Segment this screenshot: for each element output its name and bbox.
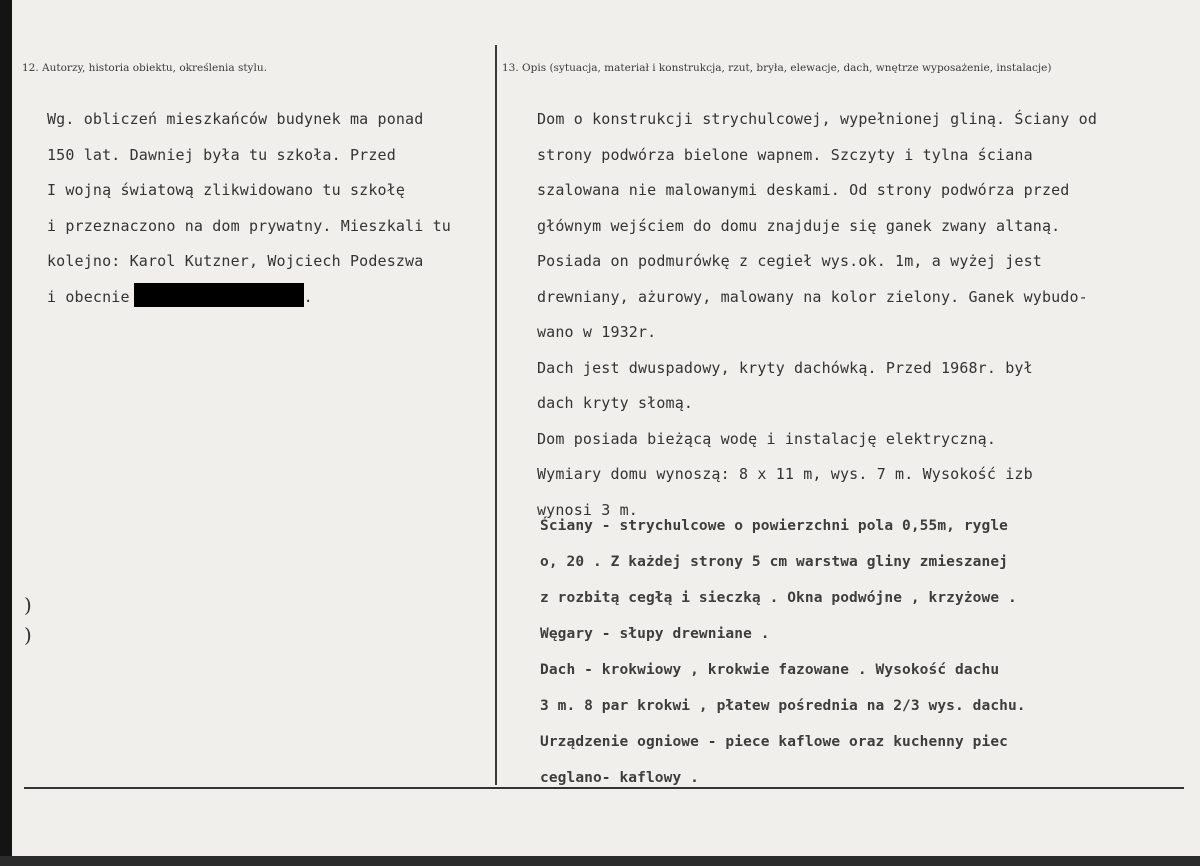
description-line: Wymiary domu wynoszą: 8 x 11 m, wys. 7 m. Wysokość izb xyxy=(537,465,1033,483)
description-line: szalowana nie malowanymi deskami. Od strony podwórza przed xyxy=(537,181,1070,199)
history-line: 150 lat. Dawniej była tu szkoła. Przed xyxy=(47,145,396,164)
section-13-header: 13. Opis (sytuacja, materiał i konstrukcja, rzut, bryła, elewacje, dach, wnętrze wyposażenie, instalacje) xyxy=(502,62,1052,74)
description-line: drewniany, ażurowy, malowany na kolor zielony. Ganek wybudo- xyxy=(537,287,1088,306)
history-line-suffix: . xyxy=(303,287,313,306)
construction-details-text xyxy=(540,508,1026,796)
description-line: wano w 1932r. xyxy=(537,323,657,341)
history-line: Wg. obliczeń mieszkańców budynek ma ponad xyxy=(47,110,424,128)
construction-line: Węgary - słupy drewniane . xyxy=(540,626,770,642)
margin-mark: ) xyxy=(24,623,32,647)
description-line: Dom posiada bieżącą wodę i instalację elektryczną. xyxy=(537,429,997,448)
construction-line: Urządzenie ogniowe - piece kaflowe oraz kuchenny piec xyxy=(540,734,1008,750)
construction-line: z rozbitą cegłą i sieczką . Okna podwójne , krzyżowe . xyxy=(540,590,1017,606)
construction-line: 3 m. 8 par krokwi , płatew pośrednia na 2/3 wys. dachu. xyxy=(540,698,1026,714)
description-line: strony podwórza bielone wapnem. Szczyty i tylna ściana xyxy=(537,145,1033,164)
description-line: Posiada on podmurówkę z cegieł wys.ok. 1m, a wyżej jest xyxy=(537,252,1042,270)
history-line-last xyxy=(47,280,451,316)
construction-line: Ściany - strychulcowe o powierzchni pola 0,55m, rygle xyxy=(540,518,1008,534)
redaction-bar xyxy=(134,283,304,307)
description-text xyxy=(537,102,1097,528)
description-line: Dach jest dwuspadowy, kryty dachówką. Przed 1968r. był xyxy=(537,358,1033,377)
description-line: Dom o konstrukcji strychulcowej, wypełnionej gliną. Ściany od xyxy=(537,110,1098,128)
margin-mark: ) xyxy=(24,593,32,617)
scan-edge-left xyxy=(0,0,12,866)
margin-marks xyxy=(24,590,32,650)
history-text xyxy=(47,102,451,315)
section-12-header: 12. Autorzy, historia obiektu, określenia stylu. xyxy=(22,62,267,74)
description-line: głównym wejściem do domu znajduje się ganek zwany altaną. xyxy=(537,216,1061,235)
scan-edge-bottom xyxy=(0,856,1200,866)
construction-line: ceglano- kaflowy . xyxy=(540,770,699,786)
description-line: wynosi 3 m. xyxy=(537,500,638,519)
history-line: I wojną światową zlikwidowano tu szkołę xyxy=(47,181,406,199)
history-line-prefix: i obecnie xyxy=(47,287,130,306)
construction-line: Dach - krokwiowy , krokwie fazowane . Wysokość dachu xyxy=(540,662,1000,678)
column-divider xyxy=(495,45,497,785)
history-line: kolejno: Karol Kutzner, Wojciech Podeszwa xyxy=(47,252,424,270)
history-line: i przeznaczono na dom prywatny. Mieszkali tu xyxy=(47,216,451,235)
description-line: dach kryty słomą. xyxy=(537,394,694,412)
construction-line: o, 20 . Z każdej strony 5 cm warstwa gliny zmieszanej xyxy=(540,554,1008,570)
